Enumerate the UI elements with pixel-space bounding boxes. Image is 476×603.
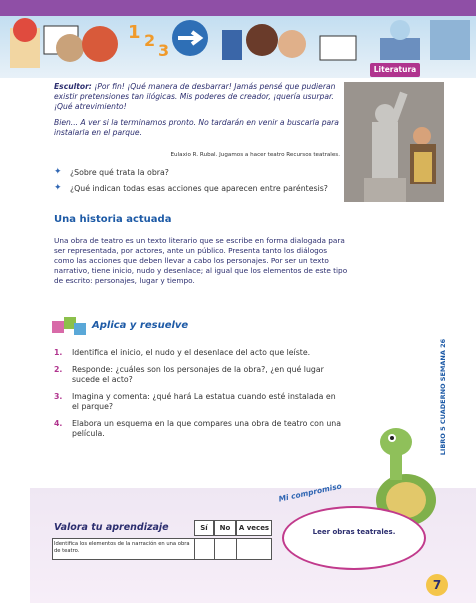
activity-text: Elabora un esquema en la que compares una obra de teatro con una película.: [72, 419, 342, 438]
puzzle-icon: [50, 315, 90, 337]
question-item: [54, 168, 344, 177]
cell-aveces[interactable]: [237, 539, 271, 559]
question-text: ¿Qué indican todas esas acciones que aparecen entre paréntesis?: [70, 184, 328, 193]
col-aveces: A veces: [236, 520, 272, 536]
col-no: No: [214, 520, 236, 536]
excerpt-text-1: ¡Por fin! ¡Qué manera de desbarrar! Jamás pensé que pudieran existir pretensiones tan ilógicas. Mis poderes de creador, ¡quería usurpar. ¡Qué atrevimiento!: [54, 82, 336, 111]
compromiso-text: Leer obras teatrales.: [312, 528, 396, 536]
activity-item: [54, 365, 344, 385]
side-label-text: LIBRO 5 CUADERNO SEMANA 26: [439, 338, 447, 456]
activity-list: [54, 348, 344, 446]
statue-illustration: [344, 82, 444, 202]
activity-number: 2.: [54, 365, 63, 374]
activity-number: 3.: [54, 392, 63, 401]
excerpt-paragraph-1: [54, 82, 340, 112]
section-tab: Literatura: [370, 63, 420, 77]
activity-text: Identifica el inicio, el nudo y el desenlace del acto que leíste.: [72, 348, 311, 357]
page-number: 7: [426, 574, 448, 596]
valora-row-text: Identifica los elementos de la narración en una obra de teatro.: [53, 539, 195, 559]
cell-si[interactable]: [195, 539, 215, 559]
compromiso-oval: [282, 506, 426, 570]
valora-header: [194, 520, 272, 536]
activity-item: [54, 419, 344, 439]
play-excerpt: [54, 82, 340, 144]
activity-item: [54, 348, 344, 358]
activity-text: Imagina y comenta: ¿qué hará La estatua cuando esté instalada en el parque?: [72, 392, 336, 411]
citation: Eulaxio R. Rubal. Jugamos a hacer teatro Recursos teatrales.: [170, 152, 340, 158]
aplica-title: Aplica y resuelve: [92, 320, 189, 331]
star-icon: ✦: [54, 183, 62, 193]
activity-text: Responde: ¿cuáles son los personajes de la obra?, ¿en qué lugar sucede el acto?: [72, 365, 324, 384]
activity-number: 4.: [54, 419, 63, 428]
svg-text:3: 3: [158, 41, 170, 60]
question-text: ¿Sobre qué trata la obra?: [70, 168, 169, 177]
valora-row: [52, 538, 272, 560]
svg-text:1: 1: [128, 22, 141, 43]
activity-item: [54, 392, 344, 412]
compromiso-title: Mi compromiso: [277, 481, 343, 504]
svg-text:2: 2: [144, 31, 156, 50]
speaker-label: Escultor:: [54, 82, 92, 91]
valora-title: Valora tu aprendizaje: [54, 522, 169, 533]
excerpt-paragraph-2: Bien... A ver si la terminamos pronto. No tardarán en venir a buscarla para instalarla en el parque.: [54, 118, 339, 137]
section-body: Una obra de teatro es un texto literario que se escribe en forma dialogada para ser representada, por actores, ante un público. Presenta tanto los diálogos como las acciones que deben llevar a cabo los personajes. Por ser un texto narrativo, tiene inicio, nudo y desenlace; al igual que los elementos de este tipo de escrito: personajes, lugar y tiempo.: [54, 236, 348, 285]
star-icon: ✦: [54, 167, 62, 177]
activity-number: 1.: [54, 348, 63, 357]
question-list: [54, 168, 344, 200]
col-si: Sí: [194, 520, 214, 536]
section-title: Una historia actuada: [54, 214, 172, 225]
question-item: [54, 184, 344, 193]
statue-photo: [344, 82, 444, 202]
cell-no[interactable]: [215, 539, 237, 559]
